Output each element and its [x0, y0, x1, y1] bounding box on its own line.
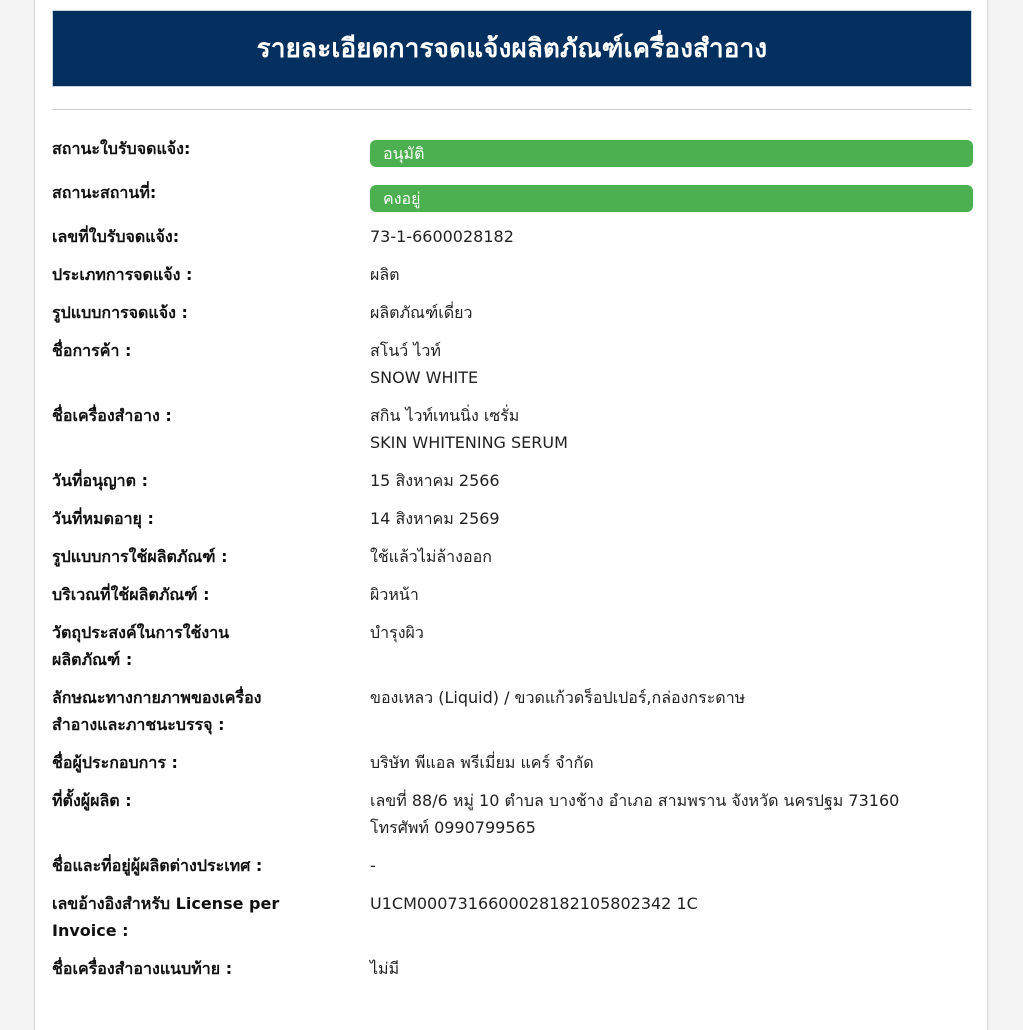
purpose-label-line: ผลิตภัณฑ์ :: [52, 650, 133, 669]
manufacturer-address-value-line: เลขที่ 88/6 หมู่ 10 ตำบล บางช้าง อำเภอ สามพราน จังหวัด นครปฐม 73160: [370, 791, 900, 810]
usage-type-value: [370, 543, 970, 570]
license-reference-label-line: Invoice :: [52, 921, 129, 940]
notification-type-value-line: ผลิต: [370, 265, 400, 284]
operator-name-label: ชื่อผู้ประกอบการ :: [52, 753, 178, 772]
trade-name-value-line: SNOW WHITE: [370, 368, 479, 387]
page-header: [52, 10, 972, 87]
physical-characteristics-value-line: ของเหลว (Liquid) / ขวดแก้วดร็อปเปอร์,กล่องกระดาษ: [370, 688, 746, 707]
notification-format-value-line: ผลิตภัณฑ์เดี่ยว: [370, 303, 473, 322]
foreign-manufacturer-value: [370, 852, 970, 879]
location-status-badge: คงอยู่: [370, 185, 973, 212]
purpose-value-line: บำรุงผิว: [370, 623, 424, 642]
physical-characteristics-value: [370, 684, 970, 711]
operator-name-value-line: บริษัท พีแอล พรีเมี่ยม แคร์ จำกัด: [370, 753, 594, 772]
license-reference-value: [370, 890, 970, 917]
notification-format-value: [370, 299, 970, 326]
trade-name-value: [370, 337, 970, 391]
notification-format-label: รูปแบบการจดแจ้ง :: [52, 303, 188, 322]
notification-status-badge: อนุมัติ: [370, 140, 973, 167]
cosmetic-name-label: ชื่อเครื่องสำอาง :: [52, 406, 172, 425]
page-title: รายละเอียดการจดแจ้งผลิตภัณฑ์เครื่องสำอาง: [256, 34, 768, 64]
notification-type-label: ประเภทการจดแจ้ง :: [52, 265, 193, 284]
trade-name-value-line: สโนว์ ไวท์: [370, 341, 441, 360]
header-divider: [52, 109, 972, 110]
usage-area-label: บริเวณที่ใช้ผลิตภัณฑ์ :: [52, 585, 210, 604]
purpose-label: [52, 619, 317, 673]
attached-cosmetic-name-value-line: ไม่มี: [370, 959, 400, 978]
notification-type-value: [370, 261, 970, 288]
notification-number-label: เลขที่ใบรับจดแจ้ง:: [52, 227, 180, 246]
attached-cosmetic-name-value: [370, 955, 970, 982]
cosmetic-name-value-line: สกิน ไวท์เทนนิ่ง เซรั่ม: [370, 406, 520, 425]
purpose-value: [370, 619, 970, 646]
manufacturer-address-label: ที่ตั้งผู้ผลิต :: [52, 791, 132, 810]
cosmetic-name-value: [370, 402, 970, 456]
physical-characteristics-label-line: ลักษณะทางกายภาพของเครื่อง: [52, 688, 262, 707]
foreign-manufacturer-value-line: -: [370, 856, 376, 875]
manufacturer-address-value-line: โทรศัพท์ 0990799565: [370, 818, 536, 837]
detail-card: [34, 0, 988, 1030]
license-reference-label: [52, 890, 317, 944]
physical-characteristics-label: [52, 684, 317, 738]
notification-status-label: สถานะใบรับจดแจ้ง:: [52, 139, 191, 158]
operator-name-value: [370, 749, 970, 776]
attached-cosmetic-name-label: ชื่อเครื่องสำอางแนบท้าย :: [52, 959, 233, 978]
expiry-date-label: วันที่หมดอายุ :: [52, 509, 154, 528]
license-reference-label-line: เลขอ้างอิงสำหรับ License per: [52, 894, 280, 913]
usage-area-value-line: ผิวหน้า: [370, 585, 419, 604]
physical-characteristics-label-line: สำอางและภาชนะบรรจุ :: [52, 715, 225, 734]
approval-date-value: [370, 467, 970, 494]
expiry-date-value: [370, 505, 970, 532]
notification-number-value: [370, 223, 970, 250]
expiry-date-value-line: 14 สิงหาคม 2569: [370, 509, 500, 528]
notification-number-value-line: 73-1-6600028182: [370, 227, 514, 246]
usage-type-label: รูปแบบการใช้ผลิตภัณฑ์ :: [52, 547, 228, 566]
cosmetic-name-value-line: SKIN WHITENING SERUM: [370, 433, 568, 452]
location-status-label: สถานะสถานที่:: [52, 183, 157, 202]
purpose-label-line: วัตถุประสงค์ในการใช้งาน: [52, 623, 230, 642]
usage-type-value-line: ใช้แล้วไม่ล้างออก: [370, 547, 492, 566]
approval-date-value-line: 15 สิงหาคม 2566: [370, 471, 500, 490]
approval-date-label: วันที่อนุญาต :: [52, 471, 148, 490]
license-reference-value-line: U1CM0007316600028182105802342 1C: [370, 894, 698, 913]
foreign-manufacturer-label: ชื่อและที่อยู่ผู้ผลิตต่างประเทศ :: [52, 856, 263, 875]
usage-area-value: [370, 581, 970, 608]
manufacturer-address-value: [370, 787, 970, 841]
trade-name-label: ชื่อการค้า :: [52, 341, 132, 360]
